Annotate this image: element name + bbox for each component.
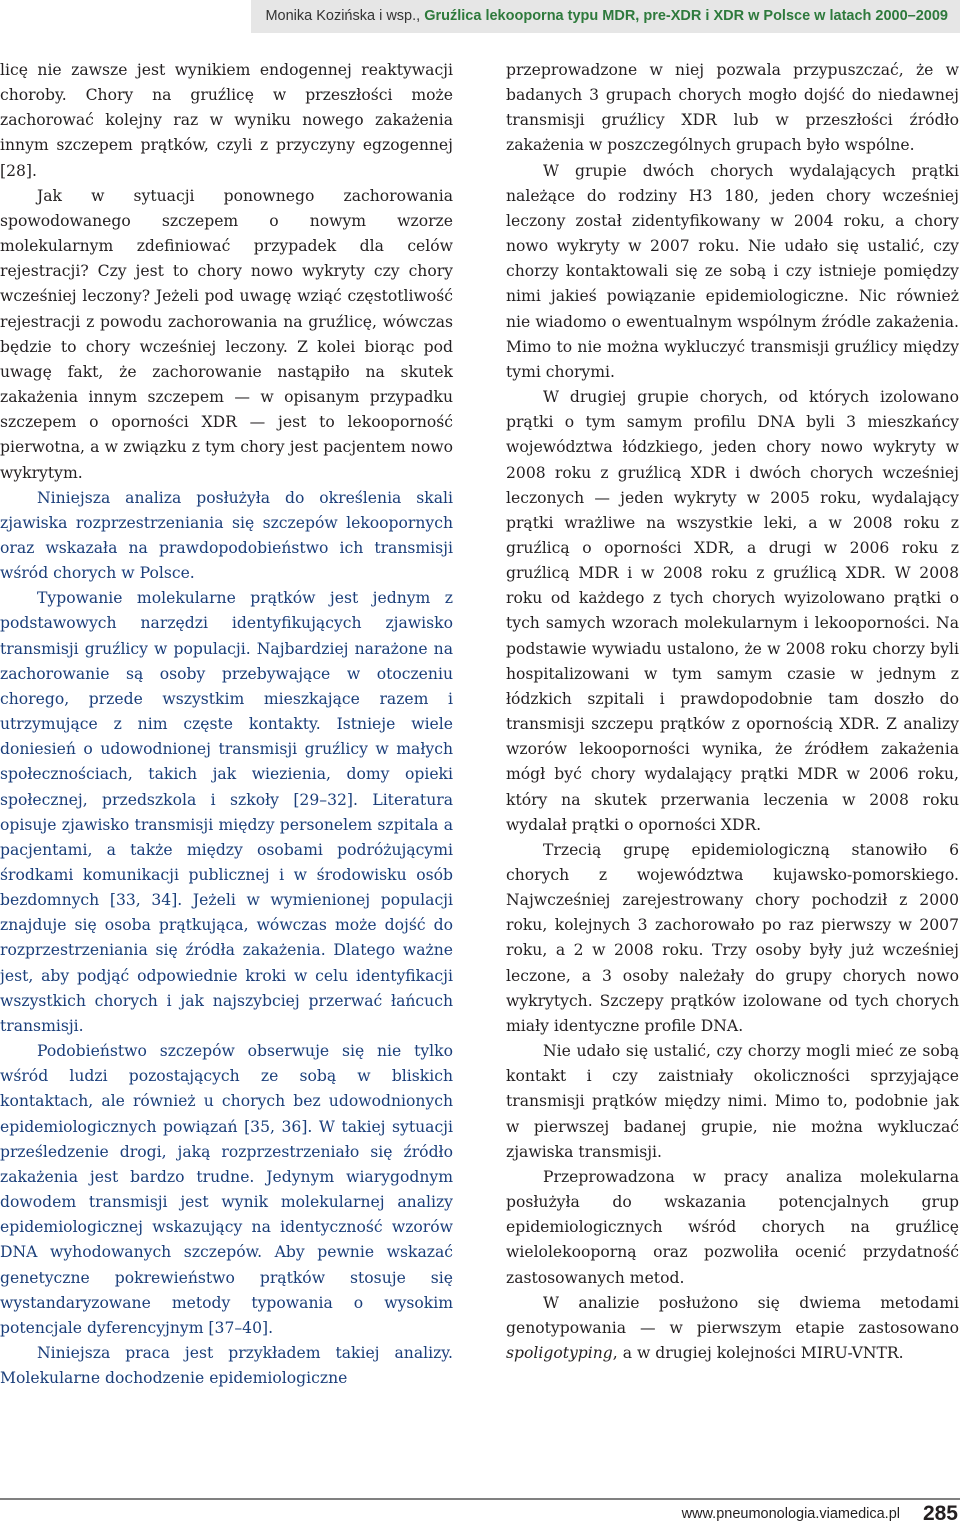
paragraph: W drugiej grupie chorych, od których izolowano prątki o tym samym profilu DNA byli 3 mieszkańcy województwa łódzkiego, jeden chory nowo wykryty w 2008 roku z gruźlicą XDR i dwóch chorych wcześniej leczonych — jeden wykryty w 2005 roku, wydalający prątki wrażliwe na wszystkie leki, a w 2008 roku z gruźlicą o oporności XDR, a drugi w 2006 roku z gruźlicą MDR i w 2008 roku z gruźlicą XDR. W 2008 roku od każdego z tych chorych wyizolowano prątki o tych samych wzorach molekularnym i lekooporności. Na podstawie wywiadu ustalono, że w 2008 roku chorzy byli hospitalizowani w tym samym czasie w jednym z łódzkich szpitali i prawdopodobnie tam doszło do transmisji szczepu prątków z opornością XDR. Z analizy wzorów lekooporności wynika, że źródłem zakażenia mógł być chory wydalający prątki MDR w 2006 roku, który na skutek przerwania leczenia w 2008 roku wydalał prątki o oporności XDR.	[506, 388, 959, 834]
paragraph: Jak w sytuacji ponownego zachorowania spowodowanego szczepem o nowym wzorze molekularnym zdefiniować przypadek dla celów rejestracji? Czy jest to chory nowo wykryty czy chory wcześniej leczony? Jeżeli pod uwagę wziąć częstotliwość rejestracji z powodu zachorowania na gruźlicę, wówczas będzie to chory wcześniej leczony. Z kolei biorąc pod uwagę fakt, że zachorowanie nastąpiło na skutek zakażenia innym szczepem — w opisanym przypadku szczepem o oporności XDR — jest to lekooporność pierwotna, a w związku z tym chory jest pacjentem nowo wykrytym.	[0, 186, 453, 482]
paragraph-text: W analizie posłużono się dwiema metodami genotypowania — w pierwszym etapie zastosowano	[506, 1293, 959, 1337]
paragraph: W grupie dwóch chorych wydalających prątki należące do rodziny H3 180, jeden chory wcześniej leczony został zidentyfikowany w 2004 roku, a chory nowo wykryty w 2007 roku. Nie udało się ustalić, czy chorzy kontaktowali się ze sobą i czy istnieje pomiędzy nimi jakieś powiązanie epidemiologiczne. Nic również nie wiadomo o ewentualnym wspólnym źródle zakażenia. Mimo to nie można wykluczyć transmisji gruźlicy między tymi chorymi.	[506, 161, 959, 381]
header-title: Gruźlica lekooporna typu MDR, pre-XDR i XDR w Polsce w latach 2000–2009	[424, 8, 948, 24]
paragraph: Trzecią grupę epidemiologiczną stanowiło 6 chorych z województwa kujawsko-pomorskiego. Najwcześniej zarejestrowany chory pochodził z 2000 roku, kolejnych 3 zachorowało po raz pierwszy w 2007 roku, a 2 w 2008 roku. Trzy osoby były już wcześniej leczone, a 3 osoby należały do grupy chorych nowo wykrytych. Szczepy prątków izolowane od tych chorych miały identyczne profile DNA.	[506, 840, 959, 1035]
paragraph: licę nie zawsze jest wynikiem endogennej reaktywacji choroby. Chory na gruźlicę w przeszłości może zachorować kolejny raz w wyniku nowego zakażenia innym szczepem prątków, czyli z przyczyny egzogennej [28].	[0, 61, 453, 180]
paragraph: Nie udało się ustalić, czy chorzy mogli mieć ze sobą kontakt i czy zaistniały okoliczności sprzyjające transmisji prątków między nimi. Mimo to, podobnie jak w pierwszej badanej grupie, nie można wykluczać zjawiska transmisji.	[506, 1042, 959, 1161]
page-footer	[0, 1498, 960, 1529]
paragraph: przeprowadzone w niej pozwala przypuszczać, że w badanych 3 grupach chorych mogło dojść do niedawnej transmisji gruźlicy XDR lub w przeszłości źródło zakażenia w poszczególnych grupach było wspólne.	[506, 61, 959, 155]
paragraph: Przeprowadzona w pracy analiza molekularna posłużyła do wskazania potencjalnych grup epidemiologicznych wśród chorych na gruźlicę wielolekooporną oraz pozwoliła ocenić przydatność zastosowanych metod.	[506, 1167, 959, 1287]
journal-url[interactable]: www.pneumonologia.viamedica.pl	[681, 1506, 900, 1522]
method-name: spoligotyping	[506, 1343, 613, 1362]
page-number: 285	[922, 1502, 958, 1525]
paragraph-text: , a w drugiej kolejności MIRU-VNTR.	[612, 1343, 904, 1362]
paragraph	[506, 1291, 959, 1366]
paragraph: Podobieństwo szczepów obserwuje się nie tylko wśród ludzi pozostających ze sobą w bliskich kontaktach, ale również u chorych bez udowodnionych epidemiologicznych powiązań [35, 36]. W takiej sytuacji prześledzenie drogi, jaką rozprzestrzeniało się źródło zakażenia jest bardzo trudne. Jedynym wiarygodnym dowodem transmisji jest wynik molekularnej analizy epidemiologicznej wskazujący na identyczność wzorów DNA wyhodowanych szczepów. Aby pewnie wskazać genetyczne pokrewieństwo prątków stosuje się wystandaryzowane metody typowania o wysokim potencjale dyferencyjnym [37–40].	[0, 1042, 453, 1337]
right-column	[506, 58, 959, 1366]
paragraph: Niniejsza analiza posłużyła do określenia skali zjawiska rozprzestrzeniania się szczepów lekoopornych oraz wskazała na prawdopodobieństwo ich transmisji wśród chorych w Polsce.	[0, 488, 453, 583]
left-column	[0, 58, 453, 1391]
paragraph: Niniejsza praca jest przykładem takiej analizy. Molekularne dochodzenie epidemiologiczne	[0, 1343, 453, 1388]
paragraph: Typowanie molekularne prątków jest jednym z podstawowych narzędzi identyfikujących zjawisko transmisji gruźlicy w populacji. Najbardziej narażone na zachorowanie są osoby przebywające w otoczeniu chorego, przede wszystkim mieszkające razem i utrzymujące z nim częste kontakty. Istnieje wiele doniesień o udowodnionej transmisji gruźlicy w małych społecznościach, takich jak wiezienia, domy opieki społecznej, przedszkola i szkoły [29–32]. Literatura opisuje zjawisko transmisji między personelem szpitala a pacjentami, a także między osobami podróżującymi środkami komunikacji publicznej i w środowisku osób bezdomnych [33, 34]. Jeżeli w wymienionej populacji znajduje się osoba prątkująca, wówczas może dojść do rozprzestrzeniania się źródła zakażenia. Dlatego ważne jest, aby podjąć odpowiednie kroki w celu identyfikacji wszystkich chorych i jak najszybciej przerwać łańcuch transmisji.	[0, 589, 453, 1035]
header-authors: Monika Kozińska i wsp.,	[265, 8, 421, 24]
running-header	[251, 0, 960, 33]
